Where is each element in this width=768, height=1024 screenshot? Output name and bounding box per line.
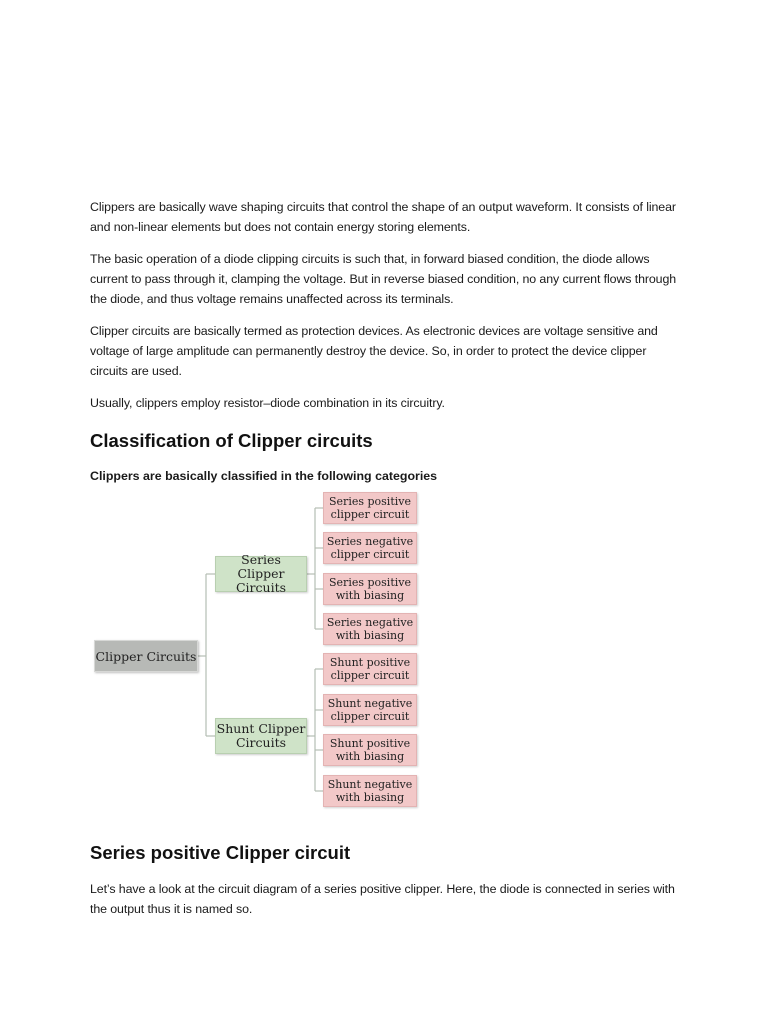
classification-tree-diagram (0, 495, 590, 821)
node-label: Shunt Clipper (216, 721, 306, 736)
node-clipper-circuits: Clipper Circuits (94, 640, 198, 672)
paragraph: Usually, clippers employ resistor–diode combination in its circuitry. (90, 396, 445, 410)
node-series-clipper-circuits (215, 552, 307, 595)
section-heading-series-positive: Series positive Clipper circuit (90, 842, 351, 863)
node-shunt-clipper-circuits (215, 718, 307, 754)
node-label: clipper circuit (330, 548, 410, 561)
node-shunt-positive-biasing (323, 734, 417, 766)
paragraph: Clippers are basically wave shaping circuits that control the shape of an output waveform. It consists of linear and non-linear elements but does not contain energy storing elements. (90, 200, 676, 234)
node-shunt-negative-biasing (323, 775, 417, 807)
node-label: Series positive (329, 495, 411, 508)
node-label: Series negative (326, 535, 414, 548)
node-label: Circuits (235, 735, 287, 750)
section-subheading: Clippers are basically classified in the following categories (90, 469, 438, 483)
node-label: clipper circuit (330, 508, 410, 521)
tree-connectors (0, 501, 590, 821)
node-series-negative-clipper (323, 532, 417, 564)
node-series-positive-biasing (323, 573, 417, 605)
node-label: Shunt positive (329, 737, 411, 750)
node-label: with biasing (335, 589, 405, 602)
paragraph: The basic operation of a diode clipping circuits is such that, in forward biased condition, the diode allows current to pass through it, clamping the voltage. But in reverse biased condition, no any current flows through the diode, and thus voltage remains unaffected across its terminals. (90, 252, 677, 306)
node-label: Series Clipper (237, 552, 285, 581)
section-heading-classification: Classification of Clipper circuits (90, 430, 373, 451)
paragraph: Clipper circuits are basically termed as protection devices. As electronic devices are voltage sensitive and voltage of large amplitude can permanently destroy the device. So, in order to protect the device clipper circuits are used. (90, 324, 658, 378)
node-label: Shunt negative (327, 697, 413, 710)
paragraph: Let’s have a look at the circuit diagram of a series positive clipper. Here, the diode is connected in series with the output thus it is named so. (90, 882, 675, 916)
node-label: Series negative (326, 616, 414, 629)
node-label: clipper circuit (330, 710, 410, 723)
node-shunt-positive-clipper (323, 653, 417, 685)
node-shunt-negative-clipper (323, 694, 417, 726)
node-series-negative-biasing (323, 613, 417, 645)
node-label: Series positive (329, 576, 411, 589)
node-label: Shunt positive (329, 656, 411, 669)
node-label: with biasing (335, 791, 405, 804)
node-label: with biasing (335, 629, 405, 642)
node-label: Circuits (235, 580, 287, 595)
document-body (90, 197, 680, 931)
node-series-positive-clipper (323, 492, 417, 524)
node-label: Shunt negative (327, 778, 413, 791)
node-label: with biasing (335, 750, 405, 763)
node-label: clipper circuit (330, 669, 410, 682)
